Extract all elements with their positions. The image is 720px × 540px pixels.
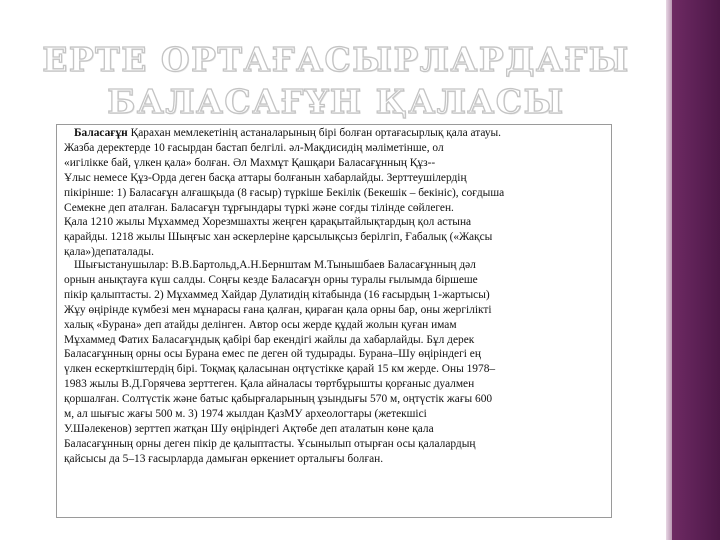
paragraph-2-line: Шығыстанушылар: В.В.Бартольд,А.Н.Бернштам М.Тынышбаев Баласағұнның дәл — [74, 259, 476, 271]
paragraph-1-line: пікірінше: 1) Баласағұн алғашқыда (8 ғасыр) түркіше Бекілік (Бекешік – бекініс), соғдыша — [64, 186, 505, 199]
paragraph-2-line: пікір қалыптасты. 2) Мұхаммед Хайдар Дулатидің кітабында (16 ғасырдың 1-жартысы) — [64, 288, 490, 301]
paragraph-1-line: «игілікке бай, үлкен қала» болған. Әл Махмұт Қашқари Баласағұнның Құз-- — [64, 156, 436, 169]
paragraph-1-line: Семекне деп аталған. Баласағұн тұрғындары түркі және соғды тілінде сөйлеген. — [64, 201, 454, 214]
paragraph-2 — [64, 258, 604, 467]
paragraph-1-line: қала»)депаталады. — [64, 246, 154, 259]
paragraph-1-line: Қала 1210 жылы Мұхаммед Хорезмшахты жеңген қарақытайлықтардың қол астына — [64, 216, 472, 229]
slide-title-line-1: ЕРТЕ ОРТАҒАСЫРЛАРДАҒЫ — [42, 40, 630, 79]
paragraph-2-line: Баласағұнның орны деген пікір де қалыптасты. Ұсынылып отырған осы қалалардың — [64, 437, 476, 450]
paragraph-2-line: қоршалған. Солтүстік және батыс қабырғаларының ұзындығы 570 м, оңтүстік жағы 600 — [64, 393, 493, 406]
paragraph-1-line: Баласағұн Қарахан мемлекетінің астаналарының бірі болған ортағасырлық қала атауы. — [74, 127, 502, 139]
paragraph-2-line: үлкен ескерткіштердің бірі. Тоқмақ қаласынан оңтүстікке қарай 15 км жерде. Оны 1978– — [64, 363, 496, 376]
paragraph-2-line: қайсысы да 5–13 ғасырларда дамыған өркениет орталығы болған. — [64, 452, 384, 465]
paragraph-1-line: қарайды. 1218 жылы Шыңғыс хан әскерлеріне қарсылықсыз берілгіп, Ғабалық («Жақсы — [64, 231, 493, 244]
paragraph-2-line: м, ал шығыс жағы 500 м. 3) 1974 жылдан ҚазМУ археологтары (жетекшісі — [64, 408, 427, 421]
paragraph-1-line: Жазба деректерде 10 ғасырдан бастап белгілі. әл-Мақдисидің мәліметінше, ол — [64, 141, 444, 154]
paragraph-1 — [64, 126, 604, 260]
paragraph-1-line: Ұлыс немесе Құз-Орда деген басқа аттары болғанын хабарлайды. Зерттеушілердің — [64, 171, 467, 184]
paragraph-2-line: Жұу өңірінде күмбезі мен мұнарасы ғана қалған, қираған қала орны бар, оны жергілікті — [64, 303, 492, 316]
paragraph-2-line: 1983 жылы В.Д.Горячева зерттеген. Қала айналасы төртбұрышты қорғаныс дуалмен — [64, 378, 475, 391]
paragraph-2-line: Баласағұнның орны осы Бурана емес пе деген ой тудырады. Бурана–Шу өңіріндегі ең — [64, 348, 481, 361]
paragraph-2-line: У.Шәлекенов) зерттеп жатқан Шу өңіріндегі Ақтөбе деп аталатын көне қала — [64, 422, 434, 435]
slide-title-line-2: БАЛАСАҒҰН ҚАЛАСЫ — [107, 82, 565, 121]
lead-term: Баласағұн — [74, 127, 128, 139]
paragraph-2-line: халық «Бурана» деп атайды делінген. Автор осы жерде құдай жолын қуған имам — [64, 318, 457, 331]
paragraph-2-line: Мұхаммед Фатих Баласағұндық қабірі бар екендігі жайлы да хабарлайды. Бұл дерек — [64, 333, 475, 346]
paragraph-2-line: орнын анықтауға күш салды. Соңғы кезде Баласағұн орны туралы ғылымда біршеше — [64, 273, 478, 286]
accent-bar — [672, 0, 720, 540]
